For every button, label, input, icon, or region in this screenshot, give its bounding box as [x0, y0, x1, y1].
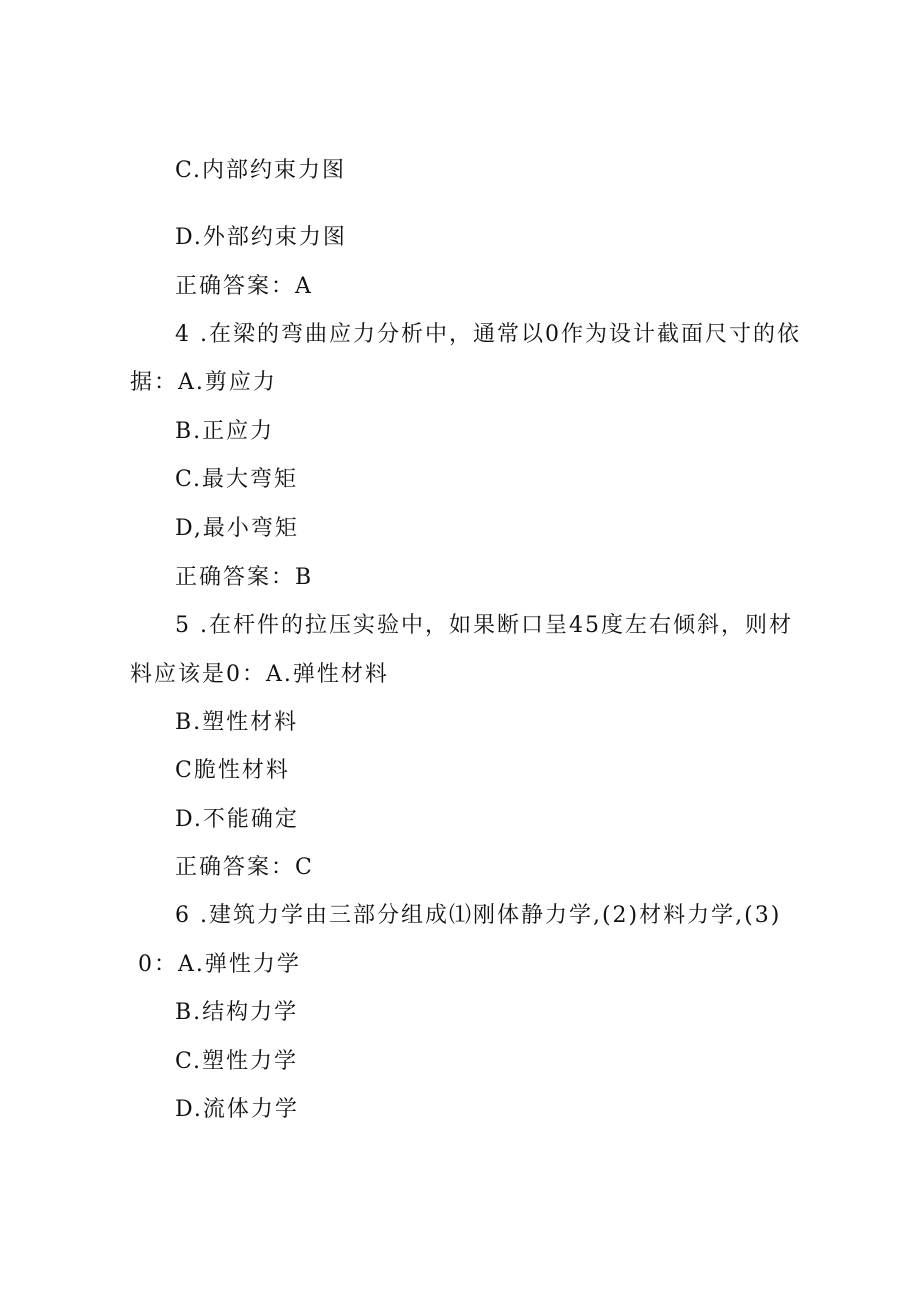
q6-option-d: D.流体力学 [175, 1097, 299, 1122]
q5-answer: 正确答案：C [175, 855, 314, 880]
q3-option-d: D.外部约束力图 [175, 225, 347, 250]
q5-option-d: D.不能确定 [175, 807, 299, 832]
q5-option-c: C脆性材料 [175, 758, 290, 783]
q4-option-b: B.正应力 [175, 419, 275, 444]
q3-answer: 正确答案：A [175, 274, 313, 299]
q4-answer: 正确答案：B [175, 565, 314, 590]
q4-option-d: D,最小弯矩 [175, 516, 299, 541]
q5-option-b: B.塑性材料 [175, 710, 299, 735]
q5-stem-line1: 5 .在杆件的拉压实验中，如果断口呈45度左右倾斜，则材 [175, 613, 793, 638]
q5-stem-line2: 料应该是0：A.弹性材料 [130, 662, 389, 687]
q6-option-c: C.塑性力学 [175, 1049, 299, 1074]
q4-stem-line2: 据：A.剪应力 [130, 370, 277, 395]
q4-option-c: C.最大弯矩 [175, 467, 299, 492]
q3-option-c: C.内部约束力图 [175, 158, 347, 183]
q4-stem-line1: 4 .在梁的弯曲应力分析中，通常以0作为设计截面尺寸的依 [175, 322, 801, 347]
q6-stem-line1: 6 .建筑力学由三部分组成⑴刚体静力学,(2)材料力学,(3) [175, 903, 782, 928]
q6-stem-line2: 0：A.弹性力学 [138, 952, 301, 977]
q6-option-b: B.结构力学 [175, 1000, 299, 1025]
